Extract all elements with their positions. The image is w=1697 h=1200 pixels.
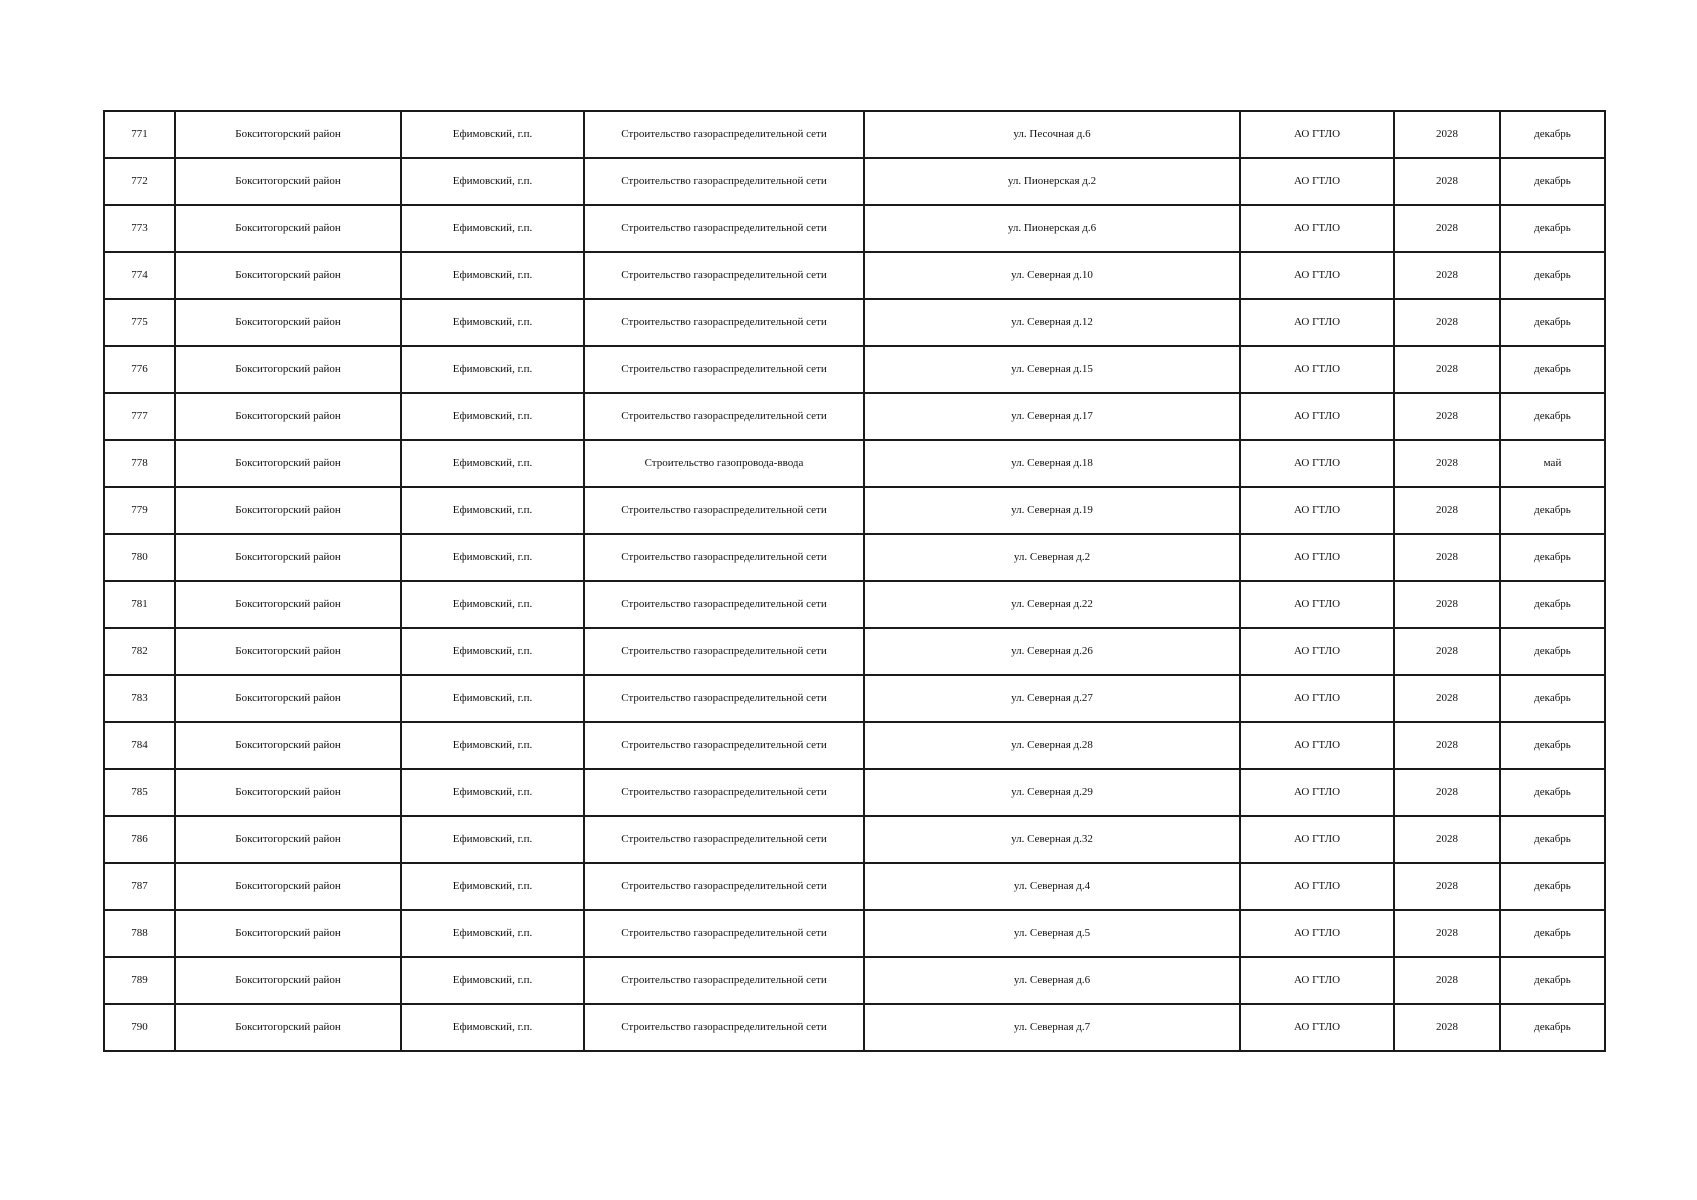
table-row xyxy=(104,158,1605,205)
table-row xyxy=(104,816,1605,863)
table-row xyxy=(104,957,1605,1004)
cell-address: ул. Пионерская д.2 xyxy=(864,158,1240,205)
cell-work-type: Строительство газораспределительной сети xyxy=(584,628,864,675)
cell-number: 776 xyxy=(104,346,175,393)
cell-work-type: Строительство газораспределительной сети xyxy=(584,393,864,440)
cell-year: 2028 xyxy=(1394,722,1500,769)
cell-work-type: Строительство газораспределительной сети xyxy=(584,910,864,957)
cell-year: 2028 xyxy=(1394,440,1500,487)
cell-month: декабрь xyxy=(1500,346,1605,393)
cell-settlement: Ефимовский, г.п. xyxy=(401,581,584,628)
cell-year: 2028 xyxy=(1394,346,1500,393)
cell-organization: АО ГТЛО xyxy=(1240,816,1394,863)
cell-address: ул. Северная д.19 xyxy=(864,487,1240,534)
cell-district: Бокситогорский район xyxy=(175,299,401,346)
cell-month: декабрь xyxy=(1500,816,1605,863)
table-row xyxy=(104,675,1605,722)
cell-address: ул. Северная д.4 xyxy=(864,863,1240,910)
cell-organization: АО ГТЛО xyxy=(1240,534,1394,581)
cell-settlement: Ефимовский, г.п. xyxy=(401,863,584,910)
cell-year: 2028 xyxy=(1394,299,1500,346)
cell-settlement: Ефимовский, г.п. xyxy=(401,158,584,205)
cell-settlement: Ефимовский, г.п. xyxy=(401,393,584,440)
cell-number: 786 xyxy=(104,816,175,863)
cell-work-type: Строительство газораспределительной сети xyxy=(584,1004,864,1051)
cell-address: ул. Песочная д.6 xyxy=(864,111,1240,158)
cell-organization: АО ГТЛО xyxy=(1240,487,1394,534)
table-row xyxy=(104,1004,1605,1051)
cell-organization: АО ГТЛО xyxy=(1240,581,1394,628)
cell-year: 2028 xyxy=(1394,628,1500,675)
cell-work-type: Строительство газораспределительной сети xyxy=(584,581,864,628)
cell-month: декабрь xyxy=(1500,393,1605,440)
cell-number: 773 xyxy=(104,205,175,252)
cell-number: 780 xyxy=(104,534,175,581)
cell-address: ул. Северная д.29 xyxy=(864,769,1240,816)
cell-work-type: Строительство газораспределительной сети xyxy=(584,158,864,205)
cell-organization: АО ГТЛО xyxy=(1240,628,1394,675)
cell-number: 790 xyxy=(104,1004,175,1051)
cell-settlement: Ефимовский, г.п. xyxy=(401,487,584,534)
cell-month: декабрь xyxy=(1500,769,1605,816)
cell-address: ул. Северная д.5 xyxy=(864,910,1240,957)
cell-month: декабрь xyxy=(1500,910,1605,957)
table-row xyxy=(104,393,1605,440)
cell-work-type: Строительство газораспределительной сети xyxy=(584,675,864,722)
cell-address: ул. Северная д.22 xyxy=(864,581,1240,628)
cell-organization: АО ГТЛО xyxy=(1240,346,1394,393)
cell-settlement: Ефимовский, г.п. xyxy=(401,628,584,675)
cell-district: Бокситогорский район xyxy=(175,910,401,957)
cell-organization: АО ГТЛО xyxy=(1240,205,1394,252)
cell-organization: АО ГТЛО xyxy=(1240,158,1394,205)
cell-district: Бокситогорский район xyxy=(175,863,401,910)
cell-year: 2028 xyxy=(1394,393,1500,440)
cell-month: декабрь xyxy=(1500,581,1605,628)
cell-district: Бокситогорский район xyxy=(175,346,401,393)
cell-address: ул. Северная д.12 xyxy=(864,299,1240,346)
table-row xyxy=(104,581,1605,628)
cell-year: 2028 xyxy=(1394,205,1500,252)
cell-number: 781 xyxy=(104,581,175,628)
cell-month: декабрь xyxy=(1500,252,1605,299)
cell-settlement: Ефимовский, г.п. xyxy=(401,346,584,393)
cell-year: 2028 xyxy=(1394,863,1500,910)
cell-settlement: Ефимовский, г.п. xyxy=(401,111,584,158)
cell-settlement: Ефимовский, г.п. xyxy=(401,299,584,346)
cell-number: 775 xyxy=(104,299,175,346)
cell-address: ул. Северная д.26 xyxy=(864,628,1240,675)
cell-organization: АО ГТЛО xyxy=(1240,1004,1394,1051)
cell-number: 783 xyxy=(104,675,175,722)
cell-organization: АО ГТЛО xyxy=(1240,722,1394,769)
cell-settlement: Ефимовский, г.п. xyxy=(401,1004,584,1051)
cell-address: ул. Северная д.27 xyxy=(864,675,1240,722)
table-row xyxy=(104,722,1605,769)
gasification-table xyxy=(103,110,1606,1052)
cell-number: 774 xyxy=(104,252,175,299)
cell-month: декабрь xyxy=(1500,675,1605,722)
cell-number: 778 xyxy=(104,440,175,487)
cell-work-type: Строительство газораспределительной сети xyxy=(584,205,864,252)
table-row xyxy=(104,487,1605,534)
cell-district: Бокситогорский район xyxy=(175,769,401,816)
cell-district: Бокситогорский район xyxy=(175,816,401,863)
cell-month: декабрь xyxy=(1500,205,1605,252)
cell-district: Бокситогорский район xyxy=(175,534,401,581)
cell-month: декабрь xyxy=(1500,628,1605,675)
cell-work-type: Строительство газопровода-ввода xyxy=(584,440,864,487)
cell-year: 2028 xyxy=(1394,675,1500,722)
cell-district: Бокситогорский район xyxy=(175,581,401,628)
cell-district: Бокситогорский район xyxy=(175,957,401,1004)
cell-settlement: Ефимовский, г.п. xyxy=(401,769,584,816)
cell-year: 2028 xyxy=(1394,769,1500,816)
cell-number: 784 xyxy=(104,722,175,769)
cell-year: 2028 xyxy=(1394,816,1500,863)
cell-month: май xyxy=(1500,440,1605,487)
table-row xyxy=(104,769,1605,816)
cell-number: 788 xyxy=(104,910,175,957)
cell-year: 2028 xyxy=(1394,581,1500,628)
table-row xyxy=(104,910,1605,957)
cell-district: Бокситогорский район xyxy=(175,158,401,205)
cell-address: ул. Северная д.15 xyxy=(864,346,1240,393)
cell-organization: АО ГТЛО xyxy=(1240,910,1394,957)
cell-organization: АО ГТЛО xyxy=(1240,769,1394,816)
cell-district: Бокситогорский район xyxy=(175,111,401,158)
cell-organization: АО ГТЛО xyxy=(1240,393,1394,440)
cell-month: декабрь xyxy=(1500,722,1605,769)
cell-district: Бокситогорский район xyxy=(175,393,401,440)
cell-work-type: Строительство газораспределительной сети xyxy=(584,346,864,393)
cell-district: Бокситогорский район xyxy=(175,440,401,487)
cell-work-type: Строительство газораспределительной сети xyxy=(584,863,864,910)
cell-district: Бокситогорский район xyxy=(175,628,401,675)
cell-district: Бокситогорский район xyxy=(175,722,401,769)
cell-organization: АО ГТЛО xyxy=(1240,675,1394,722)
cell-settlement: Ефимовский, г.п. xyxy=(401,675,584,722)
table-row xyxy=(104,252,1605,299)
table-row xyxy=(104,440,1605,487)
cell-month: декабрь xyxy=(1500,534,1605,581)
cell-month: декабрь xyxy=(1500,487,1605,534)
cell-year: 2028 xyxy=(1394,910,1500,957)
cell-month: декабрь xyxy=(1500,957,1605,1004)
cell-settlement: Ефимовский, г.п. xyxy=(401,440,584,487)
cell-month: декабрь xyxy=(1500,299,1605,346)
table-row xyxy=(104,299,1605,346)
cell-organization: АО ГТЛО xyxy=(1240,299,1394,346)
cell-work-type: Строительство газораспределительной сети xyxy=(584,769,864,816)
cell-year: 2028 xyxy=(1394,111,1500,158)
cell-district: Бокситогорский район xyxy=(175,675,401,722)
cell-address: ул. Северная д.32 xyxy=(864,816,1240,863)
cell-settlement: Ефимовский, г.п. xyxy=(401,534,584,581)
cell-year: 2028 xyxy=(1394,158,1500,205)
cell-number: 785 xyxy=(104,769,175,816)
cell-number: 771 xyxy=(104,111,175,158)
cell-address: ул. Северная д.10 xyxy=(864,252,1240,299)
cell-work-type: Строительство газораспределительной сети xyxy=(584,487,864,534)
table-row xyxy=(104,534,1605,581)
cell-settlement: Ефимовский, г.п. xyxy=(401,252,584,299)
cell-settlement: Ефимовский, г.п. xyxy=(401,722,584,769)
cell-work-type: Строительство газораспределительной сети xyxy=(584,816,864,863)
cell-work-type: Строительство газораспределительной сети xyxy=(584,299,864,346)
table-row xyxy=(104,863,1605,910)
cell-month: декабрь xyxy=(1500,111,1605,158)
cell-number: 777 xyxy=(104,393,175,440)
cell-settlement: Ефимовский, г.п. xyxy=(401,816,584,863)
cell-year: 2028 xyxy=(1394,487,1500,534)
cell-organization: АО ГТЛО xyxy=(1240,111,1394,158)
cell-settlement: Ефимовский, г.п. xyxy=(401,205,584,252)
cell-work-type: Строительство газораспределительной сети xyxy=(584,111,864,158)
cell-address: ул. Северная д.18 xyxy=(864,440,1240,487)
cell-district: Бокситогорский район xyxy=(175,487,401,534)
cell-district: Бокситогорский район xyxy=(175,205,401,252)
cell-address: ул. Северная д.6 xyxy=(864,957,1240,1004)
cell-address: ул. Северная д.17 xyxy=(864,393,1240,440)
cell-settlement: Ефимовский, г.п. xyxy=(401,910,584,957)
table-row xyxy=(104,628,1605,675)
cell-district: Бокситогорский район xyxy=(175,1004,401,1051)
cell-year: 2028 xyxy=(1394,252,1500,299)
table-row xyxy=(104,205,1605,252)
table-body xyxy=(104,111,1605,1051)
cell-address: ул. Северная д.2 xyxy=(864,534,1240,581)
cell-number: 782 xyxy=(104,628,175,675)
cell-number: 787 xyxy=(104,863,175,910)
cell-district: Бокситогорский район xyxy=(175,252,401,299)
cell-address: ул. Пионерская д.6 xyxy=(864,205,1240,252)
table-row xyxy=(104,346,1605,393)
cell-number: 789 xyxy=(104,957,175,1004)
cell-month: декабрь xyxy=(1500,1004,1605,1051)
cell-work-type: Строительство газораспределительной сети xyxy=(584,722,864,769)
cell-year: 2028 xyxy=(1394,957,1500,1004)
cell-address: ул. Северная д.28 xyxy=(864,722,1240,769)
cell-organization: АО ГТЛО xyxy=(1240,957,1394,1004)
cell-work-type: Строительство газораспределительной сети xyxy=(584,252,864,299)
cell-number: 772 xyxy=(104,158,175,205)
cell-organization: АО ГТЛО xyxy=(1240,440,1394,487)
cell-month: декабрь xyxy=(1500,158,1605,205)
cell-work-type: Строительство газораспределительной сети xyxy=(584,957,864,1004)
cell-organization: АО ГТЛО xyxy=(1240,863,1394,910)
cell-number: 779 xyxy=(104,487,175,534)
table-row xyxy=(104,111,1605,158)
cell-organization: АО ГТЛО xyxy=(1240,252,1394,299)
cell-address: ул. Северная д.7 xyxy=(864,1004,1240,1051)
cell-year: 2028 xyxy=(1394,534,1500,581)
cell-settlement: Ефимовский, г.п. xyxy=(401,957,584,1004)
cell-year: 2028 xyxy=(1394,1004,1500,1051)
cell-work-type: Строительство газораспределительной сети xyxy=(584,534,864,581)
cell-month: декабрь xyxy=(1500,863,1605,910)
